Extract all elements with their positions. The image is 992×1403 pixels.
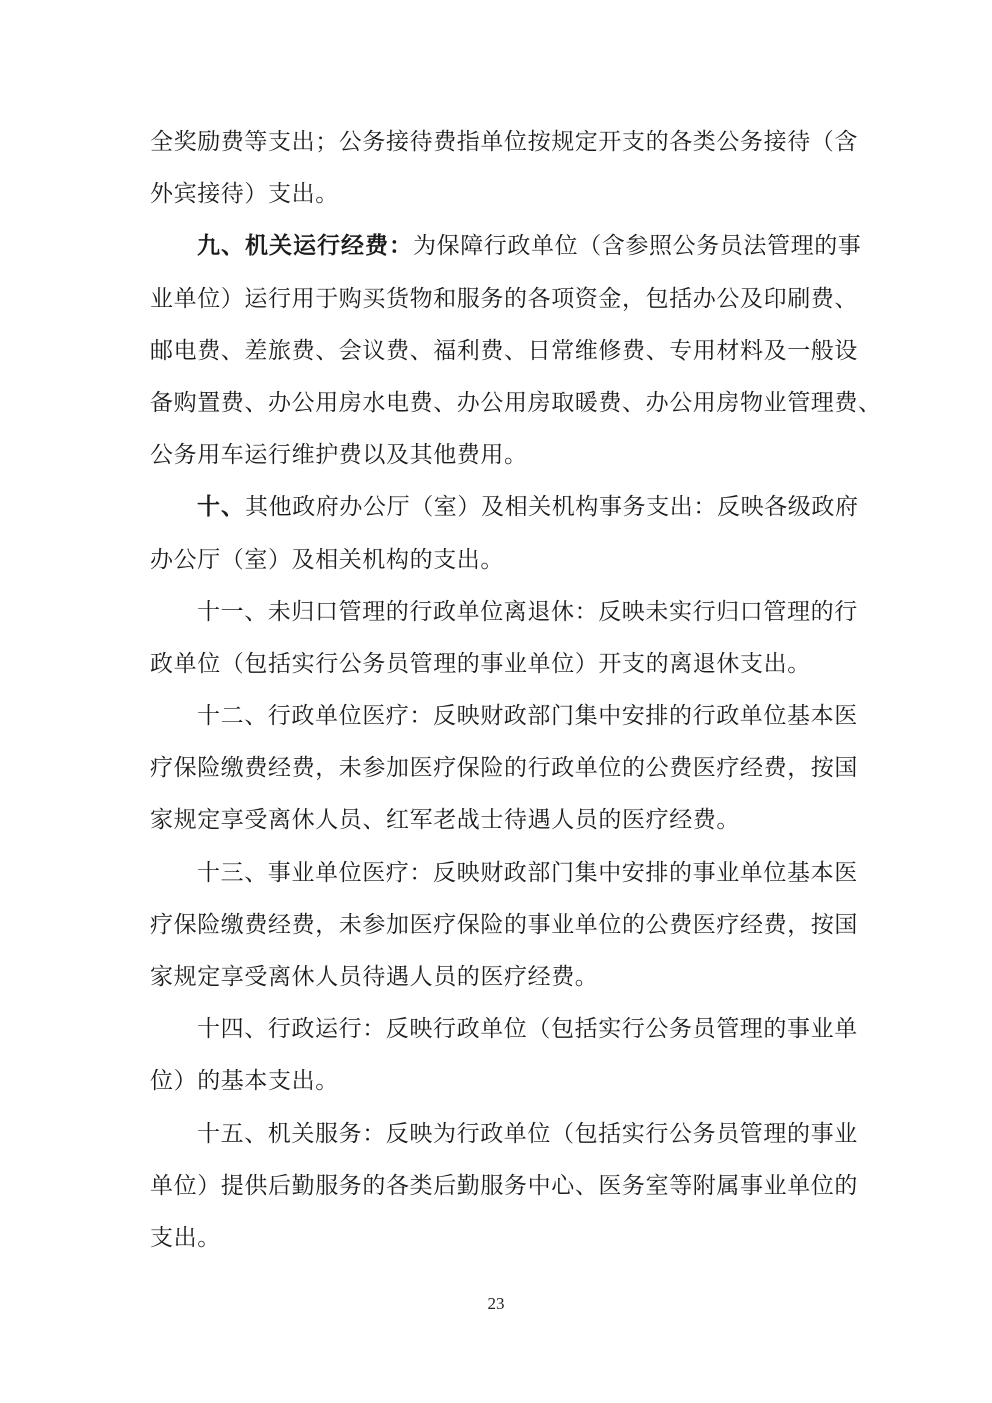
paragraph-line: 外宾接待）支出。 xyxy=(150,181,339,207)
paragraph-line: 支出。 xyxy=(150,1224,221,1250)
page-number: 23 xyxy=(487,1294,505,1313)
paragraph-line xyxy=(150,220,865,272)
paragraph-line: 十四、行政运行：反映行政单位（包括实行公务员管理的事业单 xyxy=(197,1016,858,1042)
paragraph-line: 疗保险缴费经费，未参加医疗保险的行政单位的公费医疗经费，按国 xyxy=(150,755,858,781)
paragraph-line: 业单位）运行用于购买货物和服务的各项资金，包括办公及印刷费、 xyxy=(150,285,858,311)
paragraph-line: 位）的基本支出。 xyxy=(150,1068,339,1094)
paragraph-line: 政单位（包括实行公务员管理的事业单位）开支的离退休支出。 xyxy=(150,650,811,676)
section-heading: 十、 xyxy=(197,494,245,520)
section-heading: 九、机关运行经费： xyxy=(197,233,413,259)
paragraph-line: 十一、未归口管理的行政单位离退休：反映未实行归口管理的行 xyxy=(197,598,858,624)
paragraph-line: 备购置费、办公用房水电费、办公用房取暖费、办公用房物业管理费、 xyxy=(150,389,882,415)
paragraph-line: 疗保险缴费经费，未参加医疗保险的事业单位的公费医疗经费，按国 xyxy=(150,911,858,937)
paragraph-line: 邮电费、差旅费、会议费、福利费、日常维修费、专用材料及一般设 xyxy=(150,337,858,363)
paragraph-line: 办公厅（室）及相关机构的支出。 xyxy=(150,546,504,572)
paragraph-line: 十二、行政单位医疗：反映财政部门集中安排的行政单位基本医 xyxy=(197,703,858,729)
paragraph-line: 十五、机关服务：反映为行政单位（包括实行公务员管理的事业 xyxy=(197,1120,858,1146)
paragraph-line: 公务用车运行维护费以及其他费用。 xyxy=(150,442,528,468)
line-text: 其他政府办公厅（室）及相关机构事务支出：反映各级政府 xyxy=(245,494,859,520)
paragraph-line: 全奖励费等支出；公务接待费指单位按规定开支的各类公务接待（含 xyxy=(150,129,858,154)
paragraph-line: 家规定享受离休人员待遇人员的医疗经费。 xyxy=(150,964,599,989)
paragraph-line: 单位）提供后勤服务的各类后勤服务中心、医务室等附属事业单位的 xyxy=(150,1172,858,1198)
paragraph-line xyxy=(150,481,865,533)
line-text: 为保障行政单位（含参照公务员法管理的事 xyxy=(413,233,862,259)
document-body xyxy=(150,116,882,1264)
paragraph-line: 十三、事业单位医疗：反映财政部门集中安排的事业单位基本医 xyxy=(197,859,858,885)
paragraph-line: 家规定享受离休人员、红军老战士待遇人员的医疗经费。 xyxy=(150,807,740,833)
